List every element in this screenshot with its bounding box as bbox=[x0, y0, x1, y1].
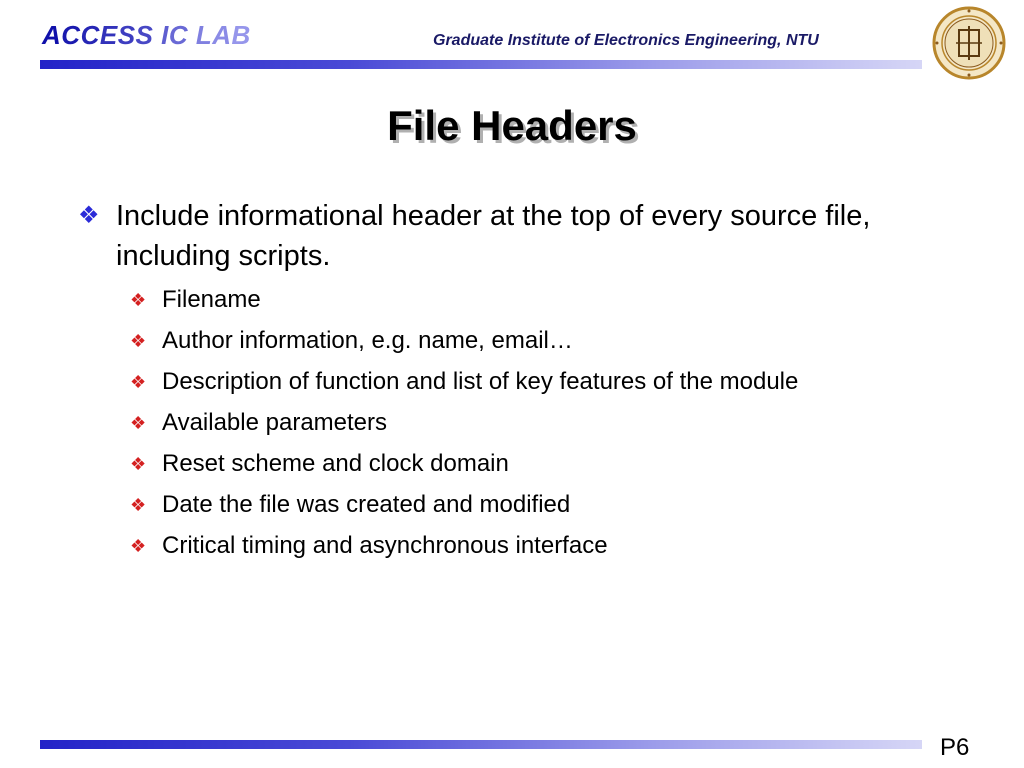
main-bullet-text: Include informational header at the top of every source file, including scripts. bbox=[116, 200, 871, 272]
sub-bullet-text: Available parameters bbox=[162, 409, 388, 436]
header-divider-bar bbox=[40, 60, 922, 69]
lab-logo: ACCESS IC LAB bbox=[42, 20, 251, 50]
sub-bullet bbox=[130, 405, 990, 446]
diamond-bullet-icon: ❖ bbox=[130, 454, 147, 474]
main-bullet bbox=[78, 196, 958, 276]
diamond-bullet-icon: ❖ bbox=[130, 331, 147, 351]
sub-bullet bbox=[130, 282, 990, 323]
sub-bullet-list bbox=[130, 282, 990, 569]
diamond-bullet-icon: ❖ bbox=[130, 290, 147, 310]
sub-bullet-text: Description of function and list of key features of the module bbox=[162, 368, 799, 395]
diamond-bullet-icon: ❖ bbox=[130, 536, 147, 556]
sub-bullet-text: Critical timing and asynchronous interface bbox=[162, 532, 608, 559]
organization-name: Graduate Institute of Electronics Engineering, NTU bbox=[433, 32, 819, 49]
diamond-bullet-icon: ❖ bbox=[130, 495, 147, 515]
sub-bullet-text: Date the file was created and modified bbox=[162, 491, 571, 518]
sub-bullet-text: Filename bbox=[162, 286, 261, 313]
footer-divider-bar bbox=[40, 740, 922, 749]
sub-bullet bbox=[130, 446, 990, 487]
diamond-bullet-icon: ❖ bbox=[78, 202, 100, 229]
sub-bullet bbox=[130, 323, 990, 364]
university-seal-icon bbox=[932, 6, 1006, 80]
sub-bullet-text: Reset scheme and clock domain bbox=[162, 450, 509, 477]
sub-bullet-text: Author information, e.g. name, email… bbox=[162, 327, 573, 354]
sub-bullet bbox=[130, 528, 990, 569]
sub-bullet bbox=[130, 487, 990, 528]
page-number: P6 bbox=[940, 734, 970, 761]
sub-bullet bbox=[130, 364, 990, 405]
slide-title: File Headers bbox=[387, 102, 637, 149]
diamond-bullet-icon: ❖ bbox=[130, 413, 147, 433]
diamond-bullet-icon: ❖ bbox=[130, 372, 147, 392]
